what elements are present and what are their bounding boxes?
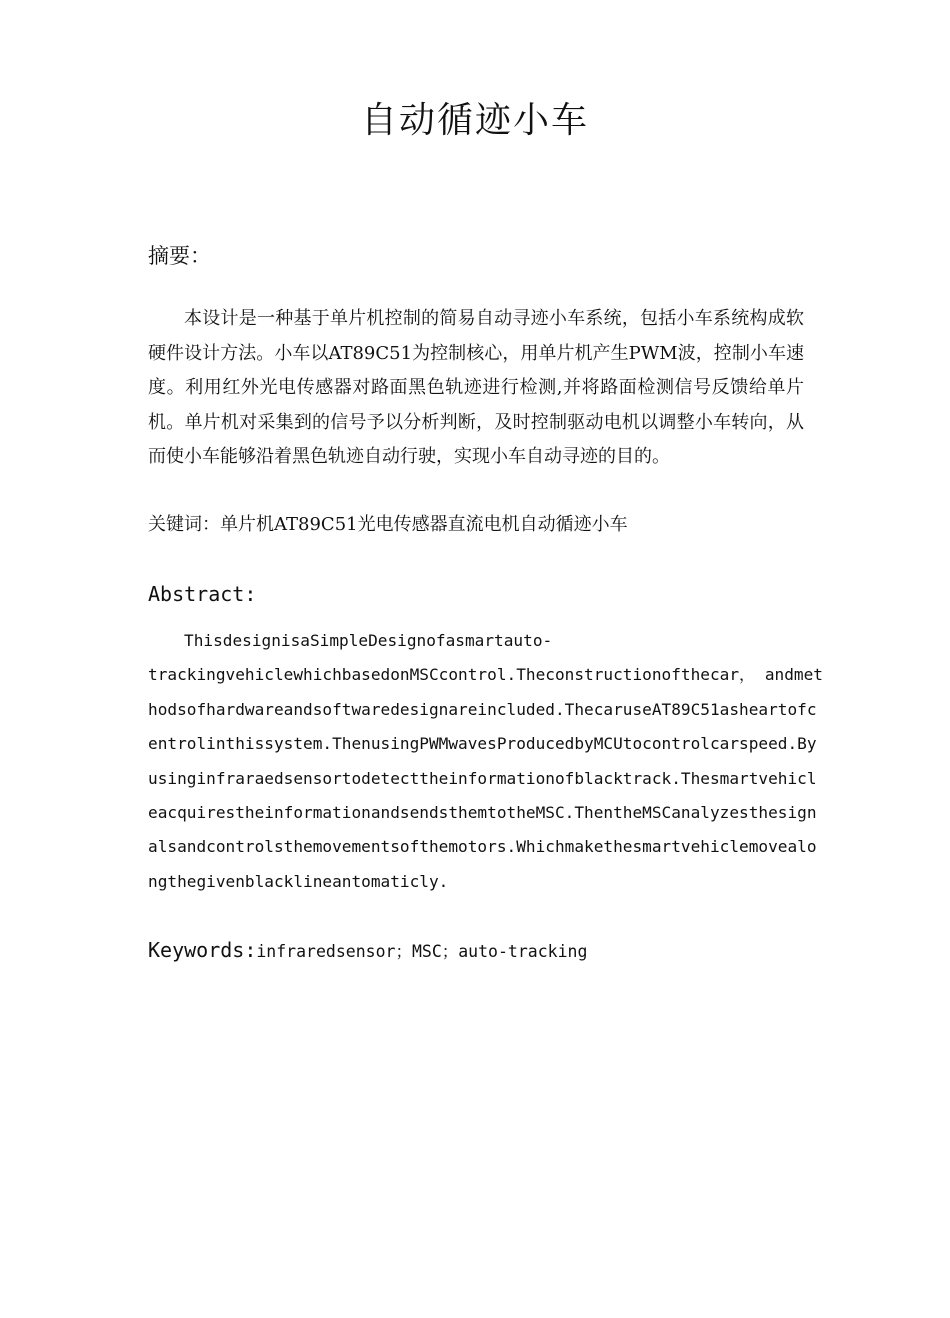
keywords-cn: 关键词：单片机AT89C51光电传感器直流电机自动循迹小车 <box>148 514 628 535</box>
keywords-en-label: Keywords: <box>148 938 257 962</box>
abstract-en-line: hodsofhardwareandsoftwaredesignareincluded.ThecaruseAT89C51asheartofc <box>148 699 817 719</box>
abstract-en-line: usinginfraraedsensortodetecttheinformationofblacktrack.Thesmartvehicl <box>148 768 817 788</box>
document-title: 自动循迹小车 <box>360 100 589 141</box>
abstract-cn-heading: 摘要： <box>148 244 211 268</box>
abstract-en-paragraph <box>148 624 823 899</box>
abstract-cn-paragraph: 本设计是一种基于单片机控制的简易自动寻迹小车系统，包括小车系统构成软硬件设计方法。小车以AT89C51为控制核心，用单片机产生PWM波，控制小车速度。利用红外光电传感器对路面黑色轨迹进行检测,并将路面检测信号反馈给单片机。单片机对采集到的信号予以分析判断，及时控制驱动电机以调整小车转向，从而使小车能够沿着黑色轨迹自动行驶，实现小车自动寻迹的目的。 <box>148 308 804 467</box>
abstract-en-line: ngthegivenblacklineantomaticly. <box>148 871 449 891</box>
keywords-en-value: infraredsensor；MSC；auto-tracking <box>256 942 588 961</box>
abstract-en-line: entrolinthissystem.ThenusingPWMwavesProducedbyMCUtocontrolcarspeed.By <box>148 734 817 754</box>
abstract-en-line: eacquirestheinformationandsendsthemtotheMSC.ThentheMSCanalyzesthesign <box>148 803 817 823</box>
abstract-en-line: alsandcontrolsthemovementsofthemotors.Whichmakethesmartvehiclemovealo <box>148 837 817 857</box>
keywords-en <box>148 938 587 962</box>
abstract-en-line: trackingvehiclewhichbasedonMSCcontrol.Theconstructionofthecar， andmet <box>148 665 823 685</box>
abstract-en-line: ThisdesignisaSimpleDesignofasmartauto- <box>184 631 553 650</box>
abstract-en-heading: Abstract: <box>148 582 257 606</box>
